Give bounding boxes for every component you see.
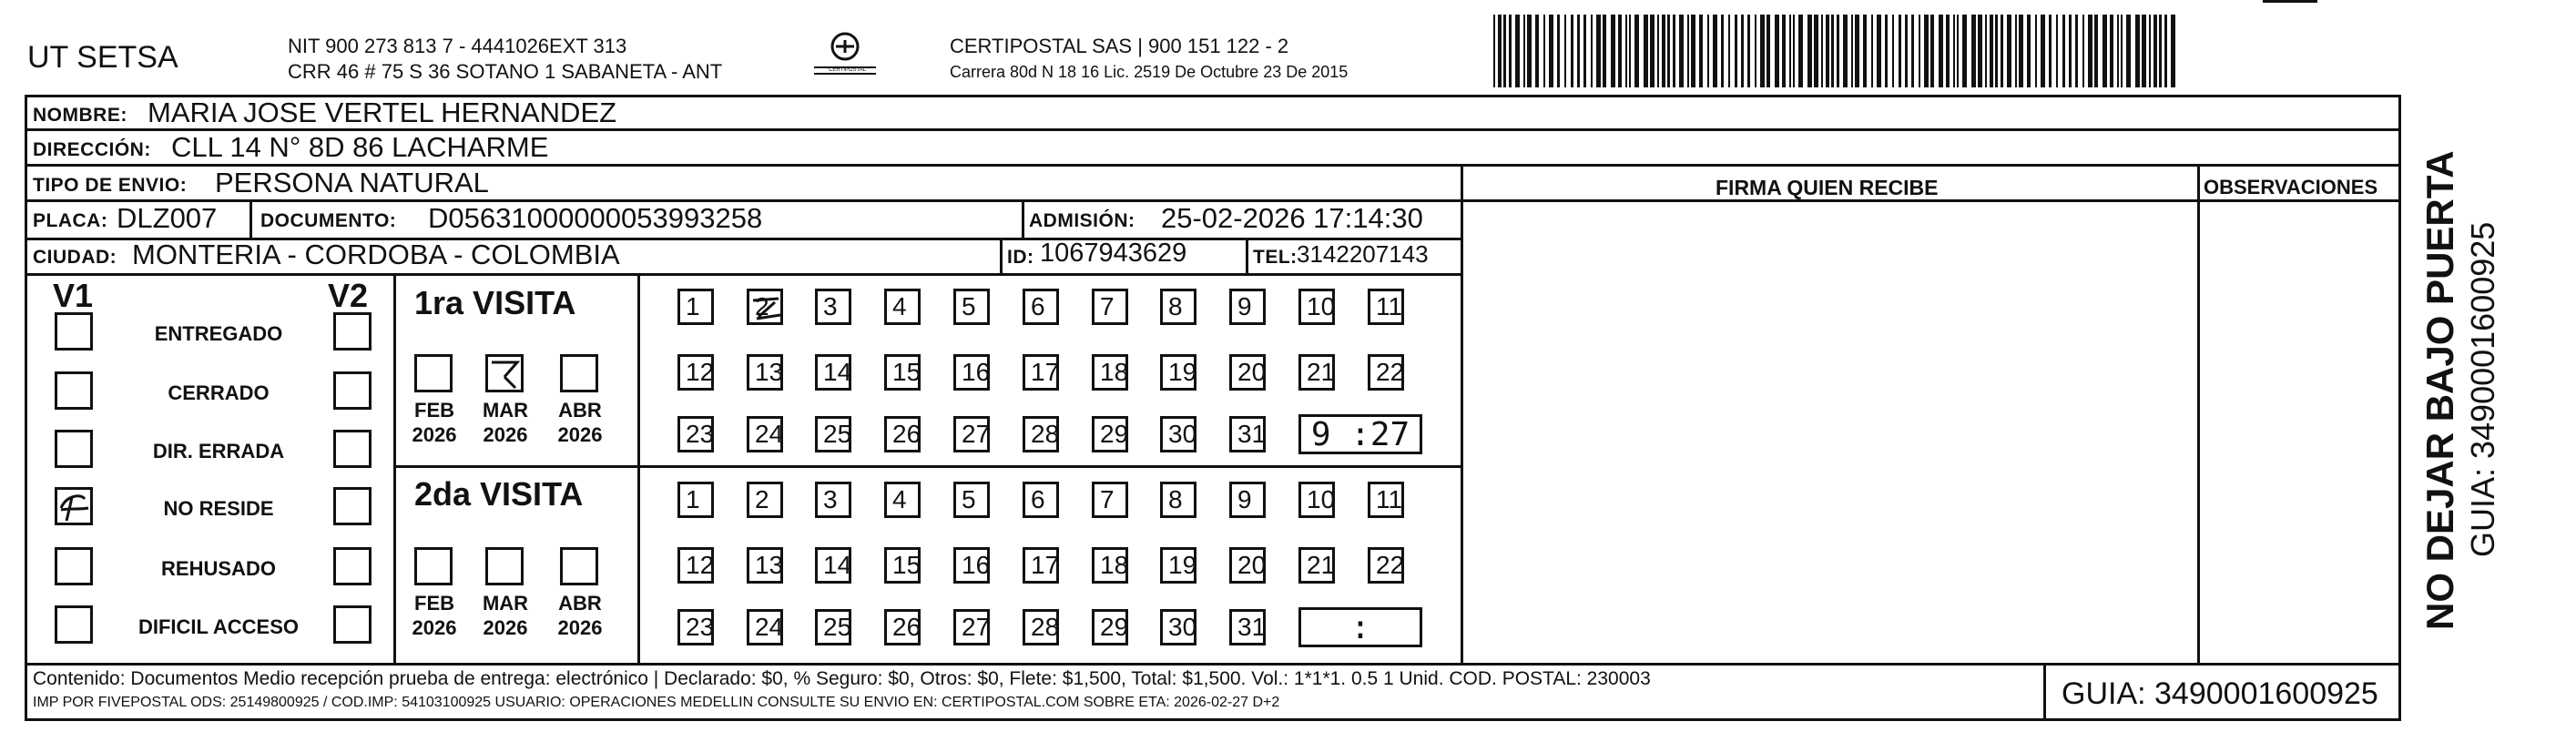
day-number: 25 xyxy=(823,420,852,448)
day-box[interactable] xyxy=(677,289,714,325)
month-checkbox-abr[interactable] xyxy=(560,547,598,585)
v1-checkbox[interactable] xyxy=(55,430,93,468)
tel-value: 3142207143 xyxy=(1297,240,1429,268)
day-number: 15 xyxy=(892,358,921,386)
day-number: 7 xyxy=(1100,485,1115,513)
day-box[interactable] xyxy=(1023,482,1059,518)
company-address: CRR 46 # 75 S 36 SOTANO 1 SABANETA - ANT xyxy=(288,60,723,83)
day-box[interactable] xyxy=(1229,416,1266,452)
nombre-value: MARIA JOSE VERTEL HERNANDEZ xyxy=(148,97,617,128)
day-box[interactable] xyxy=(747,547,783,584)
day-box[interactable] xyxy=(815,416,851,452)
day-box[interactable] xyxy=(1023,547,1059,584)
direccion-label: DIRECCIÓN: xyxy=(33,139,151,160)
visit-time-box[interactable] xyxy=(1298,607,1422,647)
day-box[interactable] xyxy=(677,609,714,645)
footer-guia: GUIA: 3490001600925 xyxy=(2062,676,2378,711)
visit-2-title: 2da VISITA xyxy=(414,475,584,513)
month-year: 2026 xyxy=(483,616,528,639)
v2-checkbox[interactable] xyxy=(333,371,372,410)
month-name: ABR xyxy=(558,592,602,615)
day-number: 25 xyxy=(823,613,852,641)
day-box[interactable] xyxy=(677,416,714,452)
day-number: 12 xyxy=(686,551,715,579)
day-number: 5 xyxy=(962,292,976,320)
day-number: 7 xyxy=(1100,292,1115,320)
day-box[interactable] xyxy=(1092,416,1128,452)
day-box[interactable] xyxy=(1092,482,1128,518)
month-year: 2026 xyxy=(412,423,457,446)
day-box[interactable] xyxy=(884,416,921,452)
month-year: 2026 xyxy=(557,616,603,639)
day-box[interactable] xyxy=(1092,354,1128,391)
day-mark-icon xyxy=(751,295,782,330)
day-box[interactable] xyxy=(884,547,921,584)
month-year: 2026 xyxy=(557,423,603,446)
day-number: 19 xyxy=(1168,551,1197,579)
day-number: 18 xyxy=(1100,358,1129,386)
day-number: 29 xyxy=(1100,613,1129,641)
documento-label: DOCUMENTO: xyxy=(260,210,397,231)
day-number: 10 xyxy=(1307,485,1336,513)
day-box[interactable] xyxy=(1298,482,1335,518)
day-box[interactable] xyxy=(1298,547,1335,584)
day-box[interactable] xyxy=(1092,289,1128,325)
month-year: 2026 xyxy=(483,423,528,446)
day-box[interactable] xyxy=(747,482,783,518)
day-box[interactable] xyxy=(1229,482,1266,518)
day-box[interactable] xyxy=(1023,354,1059,391)
v2-checkbox[interactable] xyxy=(333,605,372,644)
day-box[interactable] xyxy=(953,289,990,325)
day-number: 28 xyxy=(1031,613,1060,641)
certipostal-address: Carrera 80d N 18 16 Lic. 2519 De Octubre 23 De 2015 xyxy=(950,63,1349,81)
month-checkbox-abr[interactable] xyxy=(560,354,598,392)
day-number: 19 xyxy=(1168,358,1197,386)
day-box[interactable] xyxy=(747,289,783,325)
footer-contenido: Contenido: Documentos Medio recepción prueba de entrega: electrónico | Declarado: $0, % Seguro: $0, Otros: $0, Flete: $1,500, Total: $1,500. Vol.: 1*1*1. 0.5 1 Unid. COD. POSTAL: 230003 xyxy=(33,668,1651,689)
status-label: CERRADO xyxy=(168,381,270,404)
day-number: 2 xyxy=(755,485,769,513)
id-label: ID: xyxy=(1007,247,1034,268)
day-number: 6 xyxy=(1031,485,1045,513)
admision-value: 25-02-2026 17:14:30 xyxy=(1161,202,1423,234)
certipostal-name: CERTIPOSTAL SAS | 900 151 122 - 2 xyxy=(950,35,1289,57)
company-name: UT SETSA xyxy=(27,40,178,75)
day-number: 18 xyxy=(1100,551,1129,579)
day-number: 2 xyxy=(755,292,769,320)
day-box[interactable] xyxy=(1298,354,1335,391)
visit-time: : xyxy=(1350,608,1370,646)
month-checkbox-feb[interactable] xyxy=(414,547,453,585)
day-number: 8 xyxy=(1168,485,1183,513)
logo-caption: CERTIPOSTAL xyxy=(829,67,867,73)
month-checkbox-feb[interactable] xyxy=(414,354,453,392)
v1-checkbox[interactable] xyxy=(55,371,93,410)
day-box[interactable] xyxy=(953,482,990,518)
day-box[interactable] xyxy=(1298,289,1335,325)
day-number: 21 xyxy=(1307,551,1336,579)
day-box[interactable] xyxy=(747,609,783,645)
day-box[interactable] xyxy=(815,482,851,518)
day-number: 13 xyxy=(755,358,784,386)
visit-1-title: 1ra VISITA xyxy=(414,284,576,321)
day-box[interactable] xyxy=(884,482,921,518)
day-box[interactable] xyxy=(677,354,714,391)
placa-label: PLACA: xyxy=(33,210,108,231)
day-box[interactable] xyxy=(1023,609,1059,645)
id-value: 1067943629 xyxy=(1040,239,1187,268)
day-number: 21 xyxy=(1307,358,1336,386)
day-number: 12 xyxy=(686,358,715,386)
month-year: 2026 xyxy=(412,616,457,639)
month-name: FEB xyxy=(414,592,454,615)
v2-checkbox[interactable] xyxy=(333,312,372,351)
day-number: 16 xyxy=(962,551,991,579)
v1-header: V1 xyxy=(53,277,94,314)
footer-imp: IMP POR FIVEPOSTAL ODS: 25149800925 / COD.IMP: 54103100925 USUARIO: OPERACIONES MEDELLIN CONSULTE SU ENVIO EN: CERTIPOSTAL.COM SOBRE ETA: 2026-02-27 D+2 xyxy=(33,695,1280,710)
status-label: NO RESIDE xyxy=(163,497,274,520)
day-box[interactable] xyxy=(677,547,714,584)
day-box[interactable] xyxy=(1229,289,1266,325)
ciudad-label: CIUDAD: xyxy=(33,247,117,268)
v1-checkbox[interactable] xyxy=(55,605,93,644)
day-box[interactable] xyxy=(1368,354,1404,391)
visit-time-box[interactable] xyxy=(1298,414,1422,454)
corner-mark xyxy=(2263,0,2317,15)
day-box[interactable] xyxy=(884,609,921,645)
v1-checkbox[interactable] xyxy=(55,487,93,525)
day-box[interactable] xyxy=(1229,354,1266,391)
month-checkbox-mar[interactable] xyxy=(485,354,524,392)
status-label: ENTREGADO xyxy=(154,322,283,345)
day-number: 22 xyxy=(1376,358,1405,386)
day-box[interactable] xyxy=(953,354,990,391)
month-name: MAR xyxy=(482,592,529,615)
tipo-envio-value: PERSONA NATURAL xyxy=(215,167,489,198)
day-number: 30 xyxy=(1168,613,1197,641)
day-number: 9 xyxy=(1237,292,1252,320)
day-box[interactable] xyxy=(1023,289,1059,325)
day-number: 3 xyxy=(823,292,838,320)
day-box[interactable] xyxy=(884,289,921,325)
day-box[interactable] xyxy=(1160,609,1196,645)
day-box[interactable] xyxy=(1160,416,1196,452)
day-box[interactable] xyxy=(1160,547,1196,584)
day-box[interactable] xyxy=(953,547,990,584)
day-number: 26 xyxy=(892,420,921,448)
day-number: 29 xyxy=(1100,420,1129,448)
day-number: 16 xyxy=(962,358,991,386)
direccion-value: CLL 14 N° 8D 86 LACHARME xyxy=(171,131,549,163)
day-number: 3 xyxy=(823,485,838,513)
day-box[interactable] xyxy=(953,416,990,452)
admision-label: ADMISIÓN: xyxy=(1029,210,1135,231)
day-box[interactable] xyxy=(815,547,851,584)
day-number: 26 xyxy=(892,613,921,641)
day-number: 24 xyxy=(755,420,784,448)
day-number: 31 xyxy=(1237,420,1267,448)
day-number: 17 xyxy=(1031,358,1060,386)
month-name: FEB xyxy=(414,399,454,422)
day-number: 23 xyxy=(686,420,715,448)
day-box[interactable] xyxy=(884,354,921,391)
v2-checkbox[interactable] xyxy=(333,430,372,468)
day-box[interactable] xyxy=(815,289,851,325)
day-number: 5 xyxy=(962,485,976,513)
day-number: 13 xyxy=(755,551,784,579)
day-box[interactable] xyxy=(1229,609,1266,645)
day-box[interactable] xyxy=(747,354,783,391)
month-name: MAR xyxy=(482,399,529,422)
day-number: 9 xyxy=(1237,485,1252,513)
day-box[interactable] xyxy=(1160,289,1196,325)
day-number: 22 xyxy=(1376,551,1405,579)
day-box[interactable] xyxy=(677,482,714,518)
day-number: 1 xyxy=(686,485,700,513)
month-name: ABR xyxy=(558,399,602,422)
status-label: DIFICIL ACCESO xyxy=(137,615,299,638)
day-number: 6 xyxy=(1031,292,1045,320)
day-box[interactable] xyxy=(1229,547,1266,584)
day-number: 11 xyxy=(1376,292,1403,320)
side-guia: GUIA: 3490001600925 xyxy=(2464,221,2501,557)
no-dejar-bajo-puerta: NO DEJAR BAJO PUERTA xyxy=(2418,150,2461,630)
v2-header: V2 xyxy=(328,277,369,314)
day-number: 1 xyxy=(686,292,700,320)
day-box[interactable] xyxy=(815,354,851,391)
day-box[interactable] xyxy=(1092,609,1128,645)
day-number: 27 xyxy=(962,613,991,641)
day-box[interactable] xyxy=(1368,547,1404,584)
company-nit: NIT 900 273 813 7 - 4441026EXT 313 xyxy=(288,35,627,57)
day-number: 14 xyxy=(823,358,852,386)
day-number: 20 xyxy=(1237,551,1267,579)
day-box[interactable] xyxy=(1160,482,1196,518)
day-number: 23 xyxy=(686,613,715,641)
day-number: 10 xyxy=(1307,292,1336,320)
day-number: 28 xyxy=(1031,420,1060,448)
month-checkbox-mar[interactable] xyxy=(485,547,524,585)
day-box[interactable] xyxy=(1023,416,1059,452)
day-box[interactable] xyxy=(815,609,851,645)
v1-checkbox[interactable] xyxy=(55,547,93,585)
day-box[interactable] xyxy=(1368,482,1404,518)
barcode xyxy=(1493,15,2176,87)
day-number: 27 xyxy=(962,420,991,448)
day-number: 31 xyxy=(1237,613,1267,641)
day-box[interactable] xyxy=(1092,547,1128,584)
observaciones-header: OBSERVACIONES xyxy=(2204,176,2378,198)
nombre-label: NOMBRE: xyxy=(33,105,127,126)
documento-value: D05631000000053993258 xyxy=(428,202,763,234)
day-number: 11 xyxy=(1376,485,1403,513)
day-box[interactable] xyxy=(747,416,783,452)
v2-checkbox[interactable] xyxy=(333,547,372,585)
day-box[interactable] xyxy=(1368,289,1404,325)
day-number: 4 xyxy=(892,292,907,320)
v2-checkbox[interactable] xyxy=(333,487,372,525)
day-box[interactable] xyxy=(953,609,990,645)
day-number: 8 xyxy=(1168,292,1183,320)
day-number: 17 xyxy=(1031,551,1060,579)
visit-time: 9 :27 xyxy=(1310,415,1410,453)
tipo-envio-label: TIPO DE ENVIO: xyxy=(33,175,188,196)
day-number: 14 xyxy=(823,551,852,579)
day-number: 15 xyxy=(892,551,921,579)
day-number: 30 xyxy=(1168,420,1197,448)
tel-label: TEL: xyxy=(1253,247,1298,268)
firma-quien-recibe-header: FIRMA QUIEN RECIBE xyxy=(1716,176,1939,199)
day-number: 24 xyxy=(755,613,784,641)
placa-value: DLZ007 xyxy=(117,202,218,234)
status-label: REHUSADO xyxy=(161,557,276,580)
day-box[interactable] xyxy=(1160,354,1196,391)
ciudad-value: MONTERIA - CORDOBA - COLOMBIA xyxy=(132,239,620,270)
day-number: 20 xyxy=(1237,358,1267,386)
v1-checkbox[interactable] xyxy=(55,312,93,351)
status-label: DIR. ERRADA xyxy=(152,440,285,462)
day-number: 4 xyxy=(892,485,907,513)
